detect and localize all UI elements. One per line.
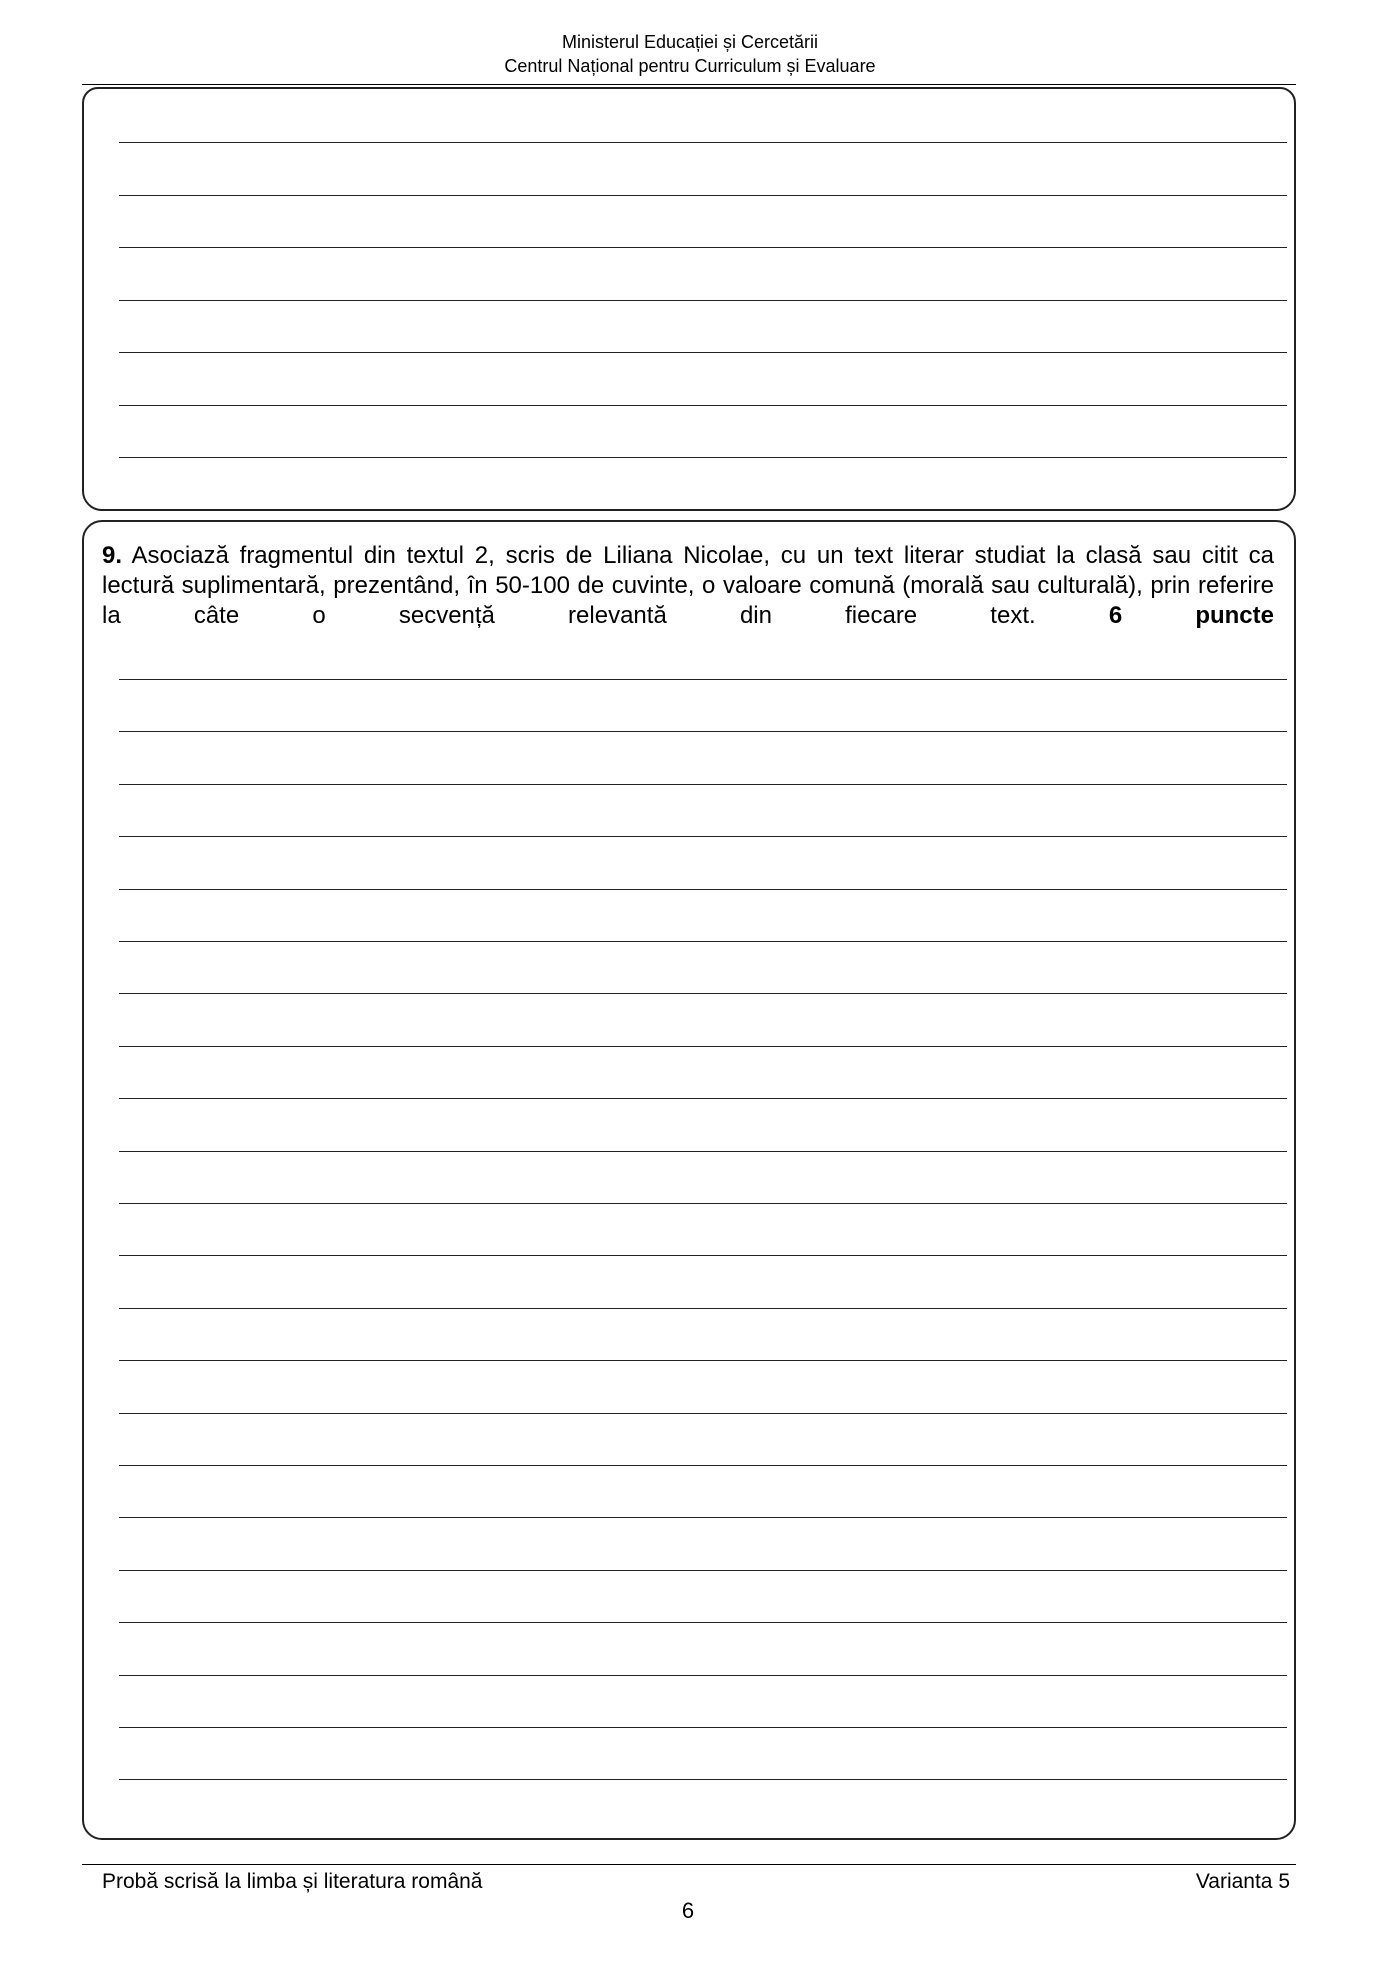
answer-line[interactable] [119, 1360, 1287, 1361]
answer-line[interactable] [119, 1727, 1287, 1728]
answer-box-previous [82, 87, 1296, 511]
answer-line[interactable] [119, 784, 1287, 785]
answer-line[interactable] [119, 836, 1287, 837]
answer-line[interactable] [119, 993, 1287, 994]
answer-line[interactable] [119, 142, 1287, 143]
answer-line[interactable] [119, 405, 1287, 406]
answer-line[interactable] [119, 1622, 1287, 1623]
question-number: 9. [102, 542, 123, 569]
answer-line[interactable] [119, 1255, 1287, 1256]
header-ministry: Ministerul Educației și Cercetării [561, 32, 819, 52]
question-9-box [82, 520, 1296, 1840]
answer-line[interactable] [119, 457, 1287, 458]
answer-line[interactable] [119, 1046, 1287, 1047]
header-divider [82, 84, 1296, 85]
footer-divider [82, 1864, 1296, 1865]
answer-line[interactable] [119, 1779, 1287, 1780]
header-center: Centrul Național pentru Curriculum și Evaluare [504, 56, 876, 76]
footer-exam-title: Probă scrisă la limba și literatura română [102, 1870, 483, 1893]
answer-line[interactable] [119, 247, 1287, 248]
answer-line[interactable] [119, 352, 1287, 353]
answer-line[interactable] [119, 1413, 1287, 1414]
answer-line[interactable] [119, 941, 1287, 942]
question-text: Asociază fragmentul din textul 2, scris de Liliana Nicolae, cu un text literar studiat la clasă sau citit ca lectură suplimentară, prezentând, în 50-100 de cuvinte, o valoare comună (morală sau culturală), prin referire la câte o secvență relevantă din fiecare text. [102, 542, 1275, 629]
answer-line[interactable] [119, 731, 1287, 732]
answer-line[interactable] [119, 1465, 1287, 1466]
answer-line[interactable] [119, 1570, 1287, 1571]
answer-line[interactable] [119, 300, 1287, 301]
question-9-prompt [102, 541, 1274, 631]
answer-line[interactable] [119, 889, 1287, 890]
answer-line[interactable] [119, 679, 1287, 680]
question-points: 6 puncte [1108, 602, 1274, 629]
answer-line[interactable] [119, 1151, 1287, 1152]
answer-line[interactable] [119, 1517, 1287, 1518]
answer-line[interactable] [119, 1203, 1287, 1204]
answer-line[interactable] [119, 195, 1287, 196]
answer-line[interactable] [119, 1675, 1287, 1676]
page-header [0, 30, 1380, 78]
page-number: 6 [681, 1898, 695, 1923]
footer-variant: Varianta 5 [1195, 1870, 1290, 1893]
answer-line[interactable] [119, 1308, 1287, 1309]
answer-line[interactable] [119, 1098, 1287, 1099]
